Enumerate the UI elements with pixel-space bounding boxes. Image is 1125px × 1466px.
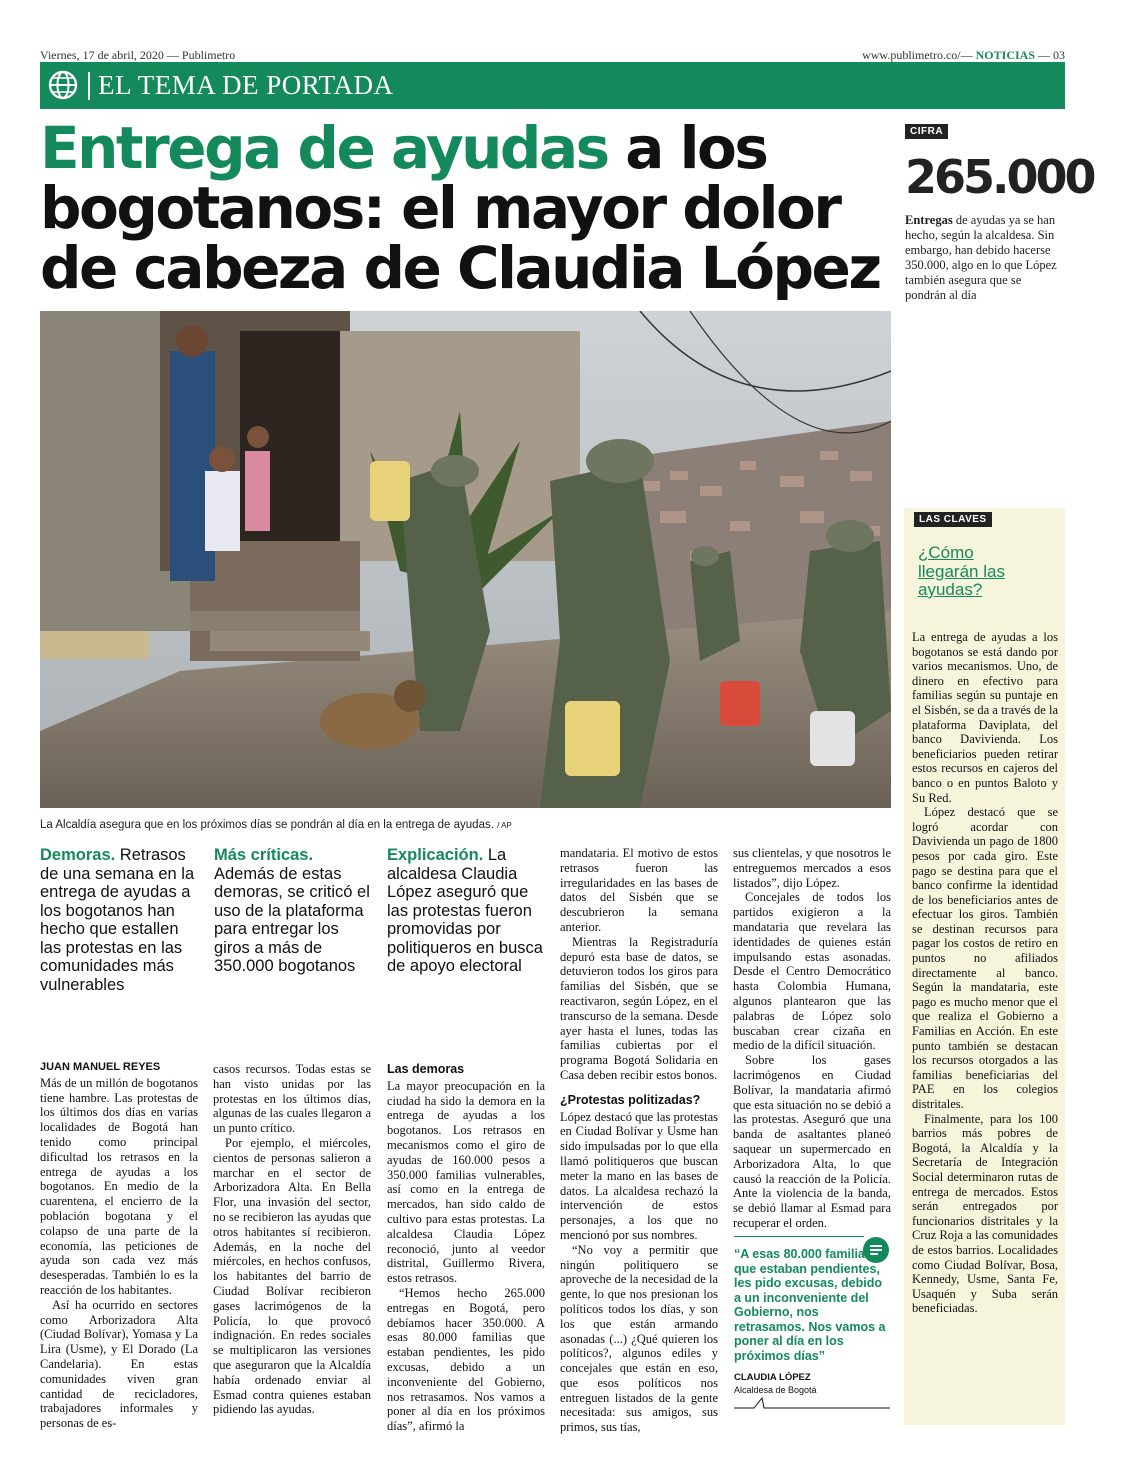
site-url: www.publimetro.co/—: [862, 48, 973, 62]
summary-text: La alcaldesa Claudia López aseguró que las protestas fueron promovidas por politiqueros en busca de apoyo electoral: [387, 846, 543, 975]
paragraph: La entrega de ayudas a los bogotanos se está dando por varios mecanismos. Uno, de dinero en efectivo para familias según su puntaje en el Sisbén, se da a través de la plataforma Daviplata, del banco Davivienda. Los beneficiarios pueden retirar estos recursos en cajeros del banco o en puntos Baloto y Su Red.: [912, 630, 1058, 805]
cifra-desc-text: de ayudas ya se han hecho, según la alcaldesa. Sin embargo, han debido hacerse 350.000, algo en lo que López también asegura que se pondrán al día: [905, 213, 1057, 302]
pull-quote: “A esas 80.000 familias que estaban pendientes, les pido excusas, debido a un inconveniente del Gobierno, nos retrasamos. Nos vamos a poner al día en los próximos días”: [734, 1247, 886, 1363]
page-number: — 03: [1038, 48, 1065, 62]
paragraph: “Hemos hecho 265.000 entregas en Bogotá, pero debíamos hacer 350.000. A esas 80.000 familias que estaban pendientes, les pido excusas, debido a un inconveniente del Gobierno, nos retrasamos. Nos vamos a poner al día en los próximos días”, afirmó la: [387, 1285, 545, 1434]
quote-author: CLAUDIA LÓPEZ: [734, 1372, 811, 1383]
soldiers-delivering-aid-photo: [40, 311, 891, 808]
summary-text: Retrasos de una semana en la entrega de ayudas a los bogotanos han hecho que estallen las protestas en las comunidades más vulnerables: [40, 846, 195, 994]
section-title: EL TEMA DE PORTADA: [98, 70, 394, 100]
article-column-5: [733, 846, 891, 1231]
page-section-line: [862, 48, 1065, 63]
paragraph: Concejales de todos los partidos exigieron a la mandataria que revelara las identidades de quienes están impulsando estas asonadas. Desde el Centro Democrático hasta Colombia Humana, algunos plantearon que las palabras de López solo buscaban crear cizaña en medio de la difícil situación.: [733, 890, 891, 1053]
banner-divider: [88, 72, 90, 100]
quote-rule: [734, 1236, 864, 1237]
headline: [40, 114, 890, 302]
quote-author-role: Alcaldesa de Bogotá: [734, 1385, 817, 1395]
paragraph: La mayor preocupación en la ciudad ha sido la demora en la entrega de ayudas a los bogotanos. Los retrasos en mecanismos como el giro de ayudas de 160.000 pesos a 350.000 familias vulnerables, así como en la entrega de mercados, han sido caldo de cultivo para estas protestas. La alcaldesa Claudia López reconoció, junto al veedor distrital, Guillermo Rivera, estos retrasos.: [387, 1078, 545, 1286]
claves-body: [912, 630, 1058, 1316]
paragraph: Finalmente, para los 100 barrios más pobres de Bogotá, la Alcaldía y la Secretaría de Integración Social determinaron rutas de entrega de mercados. Estos serán entregados por funcionarios distritales y la Cruz Roja a las comunidades de estos barrios. Localidades como Ciudad Bolívar, Bosa, Kennedy, Usme, Santa Fe, Usaquén y Suba serán beneficiadas.: [912, 1111, 1058, 1316]
claves-tag: LAS CLAVES: [914, 512, 992, 527]
cifra-tag: CIFRA: [905, 124, 948, 139]
paragraph: Más de un millón de bogotanos tiene hambre. Las protestas de los últimos dos días en varias localidades de Bogotá han tenido como principal dificultad los retrasos en la entrega de ayudas a los bogotanos. En medio de la cuarentena, el encierro de la población bogotana y el colapso de una parte de la economía, las peticiones de ayuda son cada vez más desesperadas. También lo es la reacción de los habitantes.: [40, 1075, 198, 1297]
section-banner: [40, 62, 1065, 109]
article-column-4: [560, 846, 718, 1435]
article-column-1: [40, 1060, 198, 1431]
paragraph: López destacó que se logró acordar con Davivienda un pago de 1800 pesos por cada giro. Este pago se destina para que el banco confirme la identidad de los beneficiarios antes de efectuar los giros. También se destinan recursos para pagar los costos de retiro en puntos no afiliados directamente al banco. Según la mandataria, este pago es mucho menor que el que realiza el Gobierno a Familias en Acción. En este punto también se destacan los recursos otorgados a las familias beneficiarias del PAE en los colegios distritales.: [912, 805, 1058, 1111]
main-photo: [40, 311, 891, 808]
article-column-2: [213, 1062, 371, 1417]
page-date-line: Viernes, 17 de abril, 2020 — Publimetro: [40, 48, 236, 62]
summary-explicacion: [387, 846, 545, 976]
subheading-las-demoras: Las demoras: [387, 1062, 465, 1076]
summary-demoras: [40, 846, 200, 994]
cifra-desc-lead: Entregas: [905, 213, 953, 227]
headline-highlight: Entrega de ayudas: [40, 114, 608, 182]
paragraph: mandataria. El motivo de estos retrasos fueron las irregularidades en las bases de datos del Sisbén que se descubrieron la semana anterior.: [560, 846, 718, 934]
cifra-description: [905, 213, 1065, 303]
paragraph: Mientras la Registraduría depuró esta base de datos, se detuvieron todos los giros para familias del Sisbén, que se reactivaron, según López, en el transcurso de la semana. Desde ayer hasta el lunes, todas las familias cubiertas por el programa Bogotá Solidaria en Casa deben recibir estos bonos.: [560, 934, 718, 1082]
section-name: NOTICIAS: [975, 48, 1035, 62]
photo-caption: [40, 819, 512, 831]
cifra-number: 265.000: [905, 150, 1094, 204]
byline: JUAN MANUEL REYES: [40, 1061, 161, 1073]
paragraph: López destacó que las protestas en Ciudad Bolívar y Usme han sido impulsadas por lo que ella llamó politiqueros que buscan meter la mano en las bases de datos. La alcaldesa rechazó la intervención de estos personajes, a los que no mencionó por sus nombres.: [560, 1109, 718, 1242]
paragraph: Sobre los gases lacrimógenos en Ciudad Bolívar, la mandataria afirmó que esta situación no se debió a las protestas. Aseguró que una banda de asaltantes planeó saquear un supermercado en Arborizadora Alta, lo que causó la reacción de la Policía. Ante la violencia de la banda, se debió llamar al Esmad para recuperar el orden.: [733, 1053, 891, 1230]
photo-credit: / AP: [497, 821, 512, 830]
summary-lead: Demoras.: [40, 846, 116, 864]
paragraph: “No voy a permitir que ningún politiquero se aproveche de la necesidad de la gente, lo que nos presionan los políticos todos los días, y son los que están armando asonadas (...) ¿Qué quieren los políticos?, algunos ediles y concejales que están en eso, que esos políticos nos entreguen listados de la gente necesitada: sus amigos, sus primos, sus tías,: [560, 1242, 718, 1435]
headline-rest: a los bogotanos: el mayor dolor de cabeza de Claudia López: [40, 114, 880, 302]
summary-text: Además de estas demoras, se criticó el uso de la plataforma para entregar los giros a más de 350.000 bogotanos: [214, 864, 370, 975]
subheading-protestas-politizadas: ¿Protestas politizadas?: [560, 1092, 701, 1107]
quote-pointer-rule: [734, 1396, 890, 1410]
paragraph: casos recursos. Todas estas se han visto unidas por las protestas en los últimos días, algunas de las cuales llegaron a un punto crítico.: [213, 1062, 371, 1136]
article-column-3: [387, 1052, 545, 1434]
globe-icon: [48, 70, 78, 100]
photo-caption-text: La Alcaldía asegura que en los próximos días se pondrán al día en la entrega de ayudas.: [40, 819, 494, 831]
paragraph: Así ha ocurrido en sectores como Arborizadora Alta (Ciudad Bolívar), Yomasa y La Lira (Usme), y El Dorado (La Candelaria). En estas comunidades viven gran cantidad de recicladores, trabajadores informales y personas de es-: [40, 1297, 198, 1431]
paragraph: sus clientelas, y que nosotros le entreguemos mercados a esos listados”, dijo López.: [733, 846, 891, 890]
summary-lead: Más críticas.: [214, 846, 314, 864]
summary-mas-criticas: [214, 846, 372, 976]
claves-title: ¿Cómo llegarán las ayudas?: [918, 543, 1005, 599]
paragraph: Por ejemplo, el miércoles, cientos de personas salieron a marchar en el sector de Arborizadora Alta. En Bella Flor, una invasión del sector, no se recibieron las ayudas que otros habitantes sí recibieron. Además, en la noche del miércoles, en hechos confusos, los habitantes del barrio de Ciudad Bolívar recibieron gases lacrimógenos de la Policía, lo que provocó indignación. En redes sociales se multiplicaron las versiones que aseguraron que la Alcaldía había ordenado enviar al Esmad contra quienes estaban pidiendo las ayudas.: [213, 1135, 371, 1417]
summary-lead: Explicación.: [387, 846, 484, 864]
